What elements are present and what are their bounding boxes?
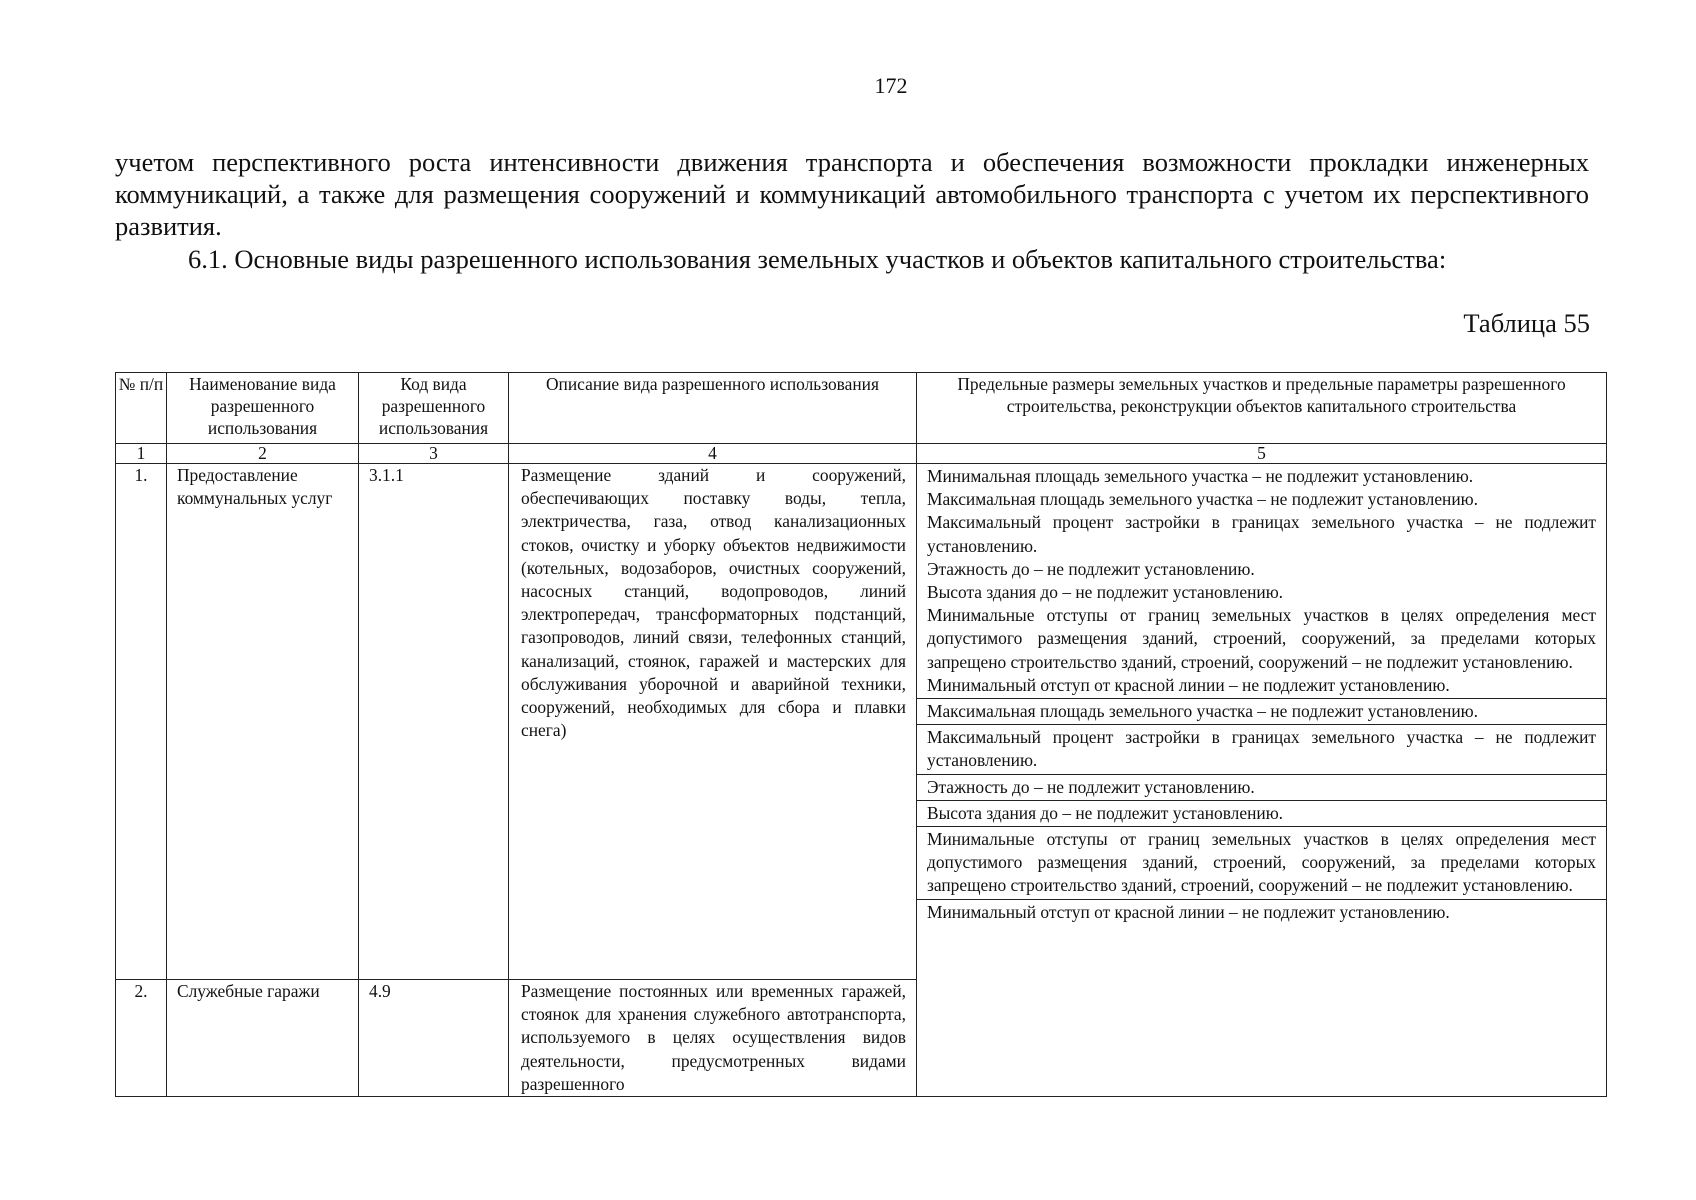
param-red-line: Минимальный отступ от красной линии – не подлежит установлению. <box>927 901 1450 922</box>
column-number-row <box>116 444 1607 464</box>
param-height-block <box>917 800 1606 826</box>
intro-section <box>115 146 1589 275</box>
param-floors-block <box>917 774 1606 800</box>
description-text: Размещение зданий и сооружений, обеспечивающих поставку воды, тепла, электричества, газа, отвод канализационных стоков, очистку и уборку объектов недвижимости (котельных, водозаборов, очистных сооружений, насосных станций, водопроводов, линий электропередач, трансформаторных подстанций, газопроводов, линий связи, телефонных станций, канализаций, стоянок, гаражей и мастерских для обслуживания уборочной и аварийной техники, сооружений, необходимых для сбора и плавки снега) <box>521 465 906 741</box>
header-code: Код вида разрешенного использования <box>359 373 509 444</box>
params-group <box>917 464 1606 698</box>
param-min-setbacks: Минимальные отступы от границ земельных участков в целях определения мест допустимого размещения зданий, строений, сооружений, за пределами которых запрещено строительство зданий, строений, сооружений – не подлежит установлению. <box>927 605 1596 672</box>
header-no: № п/п <box>116 373 167 444</box>
param-height: Высота здания до – не подлежит установлению. <box>927 582 1284 603</box>
row-description <box>509 464 917 980</box>
table-row <box>116 464 1607 980</box>
column-number: 5 <box>917 444 1607 464</box>
param-red-line: Минимальный отступ от красной линии – не подлежит установлению. <box>927 674 1450 695</box>
row-use-name: Предоставление коммунальных услуг <box>167 464 359 980</box>
table-caption: Таблица 55 <box>1463 308 1590 338</box>
param-max-area: Максимальная площадь земельного участка – не подлежит установлению. <box>927 701 1478 722</box>
param-max-coverage: Максимальный процент застройки в границах земельного участка – не подлежит установлению. <box>927 512 1596 556</box>
row-number: 2. <box>116 980 167 1097</box>
header-description: Описание вида разрешенного использования <box>509 373 917 444</box>
param-red-line-block <box>917 899 1606 925</box>
column-number: 4 <box>509 444 917 464</box>
param-min-setbacks-block <box>917 826 1606 899</box>
param-floors: Этажность до – не подлежит установлению. <box>927 776 1255 797</box>
intro-paragraph: учетом перспективного роста интенсивности движения транспорта и обеспечения возможности прокладки инженерных коммуникаций, а также для размещения сооружений и коммуникаций автомобильного транспорта с учетом их перспективного развития. <box>115 147 1589 241</box>
param-floors: Этажность до – не подлежит установлению. <box>927 558 1255 579</box>
row-use-code: 4.9 <box>359 980 509 1097</box>
column-number: 1 <box>116 444 167 464</box>
section-heading: 6.1. Основные виды разрешенного использования земельных участков и объектов капитального строительства: <box>188 244 1447 274</box>
param-max-area: Максимальная площадь земельного участка – не подлежит установлению. <box>927 489 1478 510</box>
column-number: 3 <box>359 444 509 464</box>
param-height: Высота здания до – не подлежит установлению. <box>927 802 1284 823</box>
row-params <box>917 464 1607 1097</box>
header-name: Наименование вида разрешенного использования <box>167 373 359 444</box>
land-use-table <box>115 372 1607 1097</box>
header-params: Предельные размеры земельных участков и предельные параметры разрешенного строительства, реконструкции объектов капитального строительства <box>917 373 1607 444</box>
row-number: 1. <box>116 464 167 980</box>
row-use-name: Служебные гаражи <box>167 980 359 1097</box>
param-min-area: Минимальная площадь земельного участка – не подлежит установлению. <box>927 466 1474 486</box>
column-number: 2 <box>167 444 359 464</box>
param-max-area-block <box>917 698 1606 724</box>
description-text: Размещение постоянных или временных гаражей, стоянок для хранения служебного автотранспорта, используемого в целях осуществления видов деятельности, предусмотренных видами разрешенного <box>521 981 906 1094</box>
param-max-coverage-block <box>917 724 1606 773</box>
page-number: 172 <box>874 73 908 98</box>
param-min-setbacks: Минимальные отступы от границ земельных участков в целях определения мест допустимого размещения зданий, строений, сооружений, за пределами которых запрещено строительство зданий, строений, сооружений – не подлежит установлению. <box>927 829 1596 896</box>
param-max-coverage: Максимальный процент застройки в границах земельного участка – не подлежит установлению. <box>927 727 1596 771</box>
row-description <box>509 980 917 1097</box>
table-header-row <box>116 373 1607 444</box>
row-use-code: 3.1.1 <box>359 464 509 980</box>
